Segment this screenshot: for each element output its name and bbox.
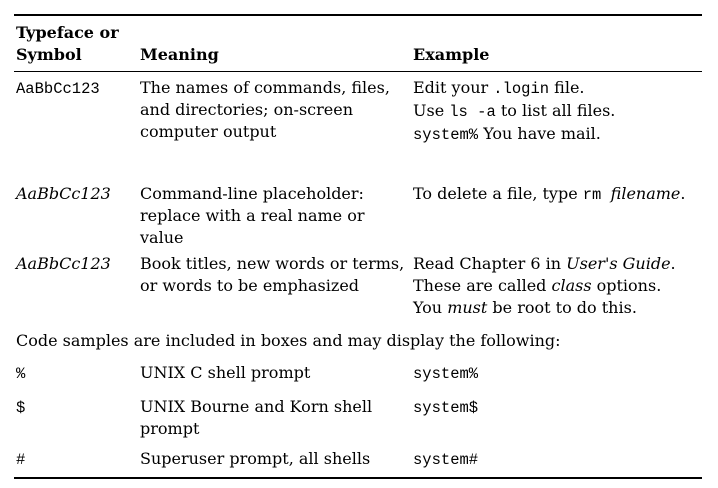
text-segment: and directories; on-screen [140, 100, 353, 119]
text-line [140, 183, 413, 205]
text-line [413, 183, 702, 206]
table-row [14, 253, 702, 319]
table-row [14, 362, 702, 385]
symbol-cell [14, 396, 140, 440]
table-row [14, 183, 702, 249]
text-segment: The names of commands, files, [140, 78, 390, 97]
text-line [140, 362, 413, 384]
text-segment: # [16, 451, 26, 469]
text-segment: prompt [140, 419, 200, 438]
text-segment: Read Chapter 6 in [413, 254, 567, 273]
text-line [140, 275, 413, 297]
conventions-table [14, 14, 702, 479]
text-line [413, 77, 702, 100]
table-row [14, 448, 702, 471]
meaning-cell [140, 448, 413, 471]
text-line [140, 121, 413, 143]
table-header [14, 16, 702, 71]
meaning-cell [140, 253, 413, 319]
text-segment: file. [549, 78, 585, 97]
header-typeface-or-symbol [14, 22, 140, 66]
text-line [140, 205, 413, 227]
text-segment: filename [610, 184, 681, 203]
text-line [140, 253, 413, 275]
text-line [413, 275, 702, 297]
text-segment: UNIX C shell prompt [140, 363, 311, 382]
symbol-cell [14, 253, 140, 319]
header-typeface-line1: Typeface or [16, 22, 119, 42]
text-segment: Superuser prompt, all shells [140, 449, 371, 468]
text-segment: system# [413, 451, 479, 469]
meaning-cell [140, 396, 413, 440]
text-segment: Use [413, 101, 450, 120]
symbol-cell [14, 77, 140, 146]
symbol-cell [14, 183, 140, 249]
text-segment: . [680, 184, 686, 203]
text-line [140, 418, 413, 440]
text-segment: % [16, 365, 26, 383]
text-segment: To delete a file, type [413, 184, 583, 203]
text-segment: be root to do this. [487, 298, 637, 317]
text-segment: $ [16, 399, 26, 417]
text-line [413, 448, 702, 471]
text-segment: system% [413, 365, 479, 383]
table-row [14, 77, 702, 146]
example-cell [413, 396, 702, 440]
example-cell [413, 253, 702, 319]
text-segment: AaBbCc123 [16, 254, 111, 273]
header-meaning: Meaning [140, 44, 219, 64]
text-segment: Edit your [413, 78, 494, 97]
meaning-cell [140, 183, 413, 249]
text-segment: UNIX Bourne and Korn shell [140, 397, 373, 416]
example-cell [413, 77, 702, 146]
example-cell [413, 183, 702, 249]
text-segment: value [140, 228, 184, 247]
text-segment: User's Guide [566, 254, 671, 273]
text-segment: These are called [413, 276, 552, 295]
table-row [14, 396, 702, 440]
symbol-cell [14, 448, 140, 471]
example-cell [413, 448, 702, 471]
text-segment: or words to be emphasized [140, 276, 360, 295]
text-segment: system$ [413, 399, 479, 417]
text-segment: You have mail. [478, 124, 601, 143]
meaning-cell [140, 362, 413, 385]
text-segment: to list all files. [495, 101, 616, 120]
text-line [413, 297, 702, 319]
bottom-rule [14, 477, 702, 479]
text-line [140, 227, 413, 249]
text-segment: options. [591, 276, 662, 295]
text-line [140, 396, 413, 418]
meaning-cell [140, 77, 413, 146]
text-line [413, 123, 702, 146]
table-body-top [14, 77, 702, 319]
symbol-cell [14, 362, 140, 385]
text-line [140, 99, 413, 121]
text-segment: . [670, 254, 676, 273]
text-segment: ls -a [449, 103, 496, 121]
text-segment: must [447, 298, 488, 317]
text-segment: system% [413, 126, 479, 144]
text-segment: .login [493, 80, 550, 98]
text-segment: You [413, 298, 448, 317]
header-rule [14, 71, 702, 73]
text-segment: replace with a real name or [140, 206, 365, 225]
text-segment: AaBbCc123 [16, 184, 111, 203]
header-example: Example [413, 44, 490, 64]
text-line [413, 100, 702, 123]
text-line [140, 448, 413, 470]
text-line [413, 253, 702, 275]
text-line [413, 362, 702, 385]
text-segment: computer output [140, 122, 277, 141]
header-typeface-line2: Symbol [16, 44, 82, 64]
text-segment: class [551, 276, 592, 295]
text-line [140, 77, 413, 99]
text-segment: Command-line placeholder: [140, 184, 364, 203]
note-text: Code samples are included in boxes and may display the following: [16, 331, 561, 350]
table-body-bottom [14, 362, 702, 471]
text-line [413, 396, 702, 419]
text-segment: rm [582, 186, 611, 204]
text-segment: Book titles, new words or terms, [140, 254, 405, 273]
example-cell [413, 362, 702, 385]
text-segment: AaBbCc123 [16, 80, 100, 98]
